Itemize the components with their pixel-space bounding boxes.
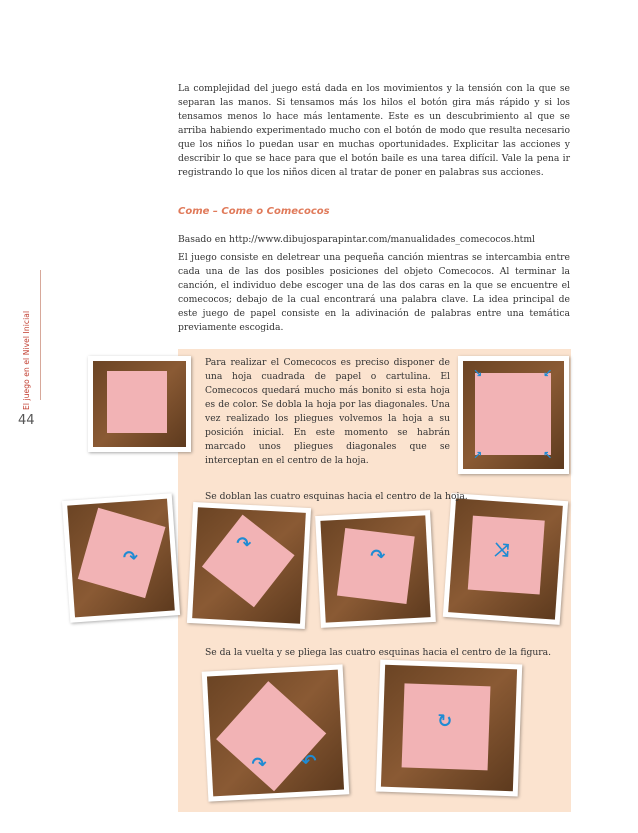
curved-arrow-icon: ↷ <box>369 545 386 568</box>
arrow-icon: ↘ <box>473 367 483 380</box>
curved-arrow-icon: ↻ <box>436 710 453 733</box>
photo-step-2 <box>187 502 311 629</box>
curved-arrow-icon: ↷ <box>235 533 252 556</box>
side-rule <box>40 270 41 400</box>
curved-arrow-icon: ↷ <box>122 546 139 569</box>
photo-step-4 <box>443 493 568 625</box>
curved-arrow-icon: ↶ <box>301 750 318 773</box>
photo-step-6 <box>376 660 523 797</box>
photo-step-5 <box>202 664 350 801</box>
curved-arrow-icon: ↷ <box>251 753 268 776</box>
arrow-icon: ↗ <box>473 449 483 462</box>
photo-step-3 <box>315 510 436 628</box>
arrow-icon: ↖ <box>543 449 553 462</box>
photo-flat-sheet <box>88 356 191 452</box>
running-section-label: El juego en el Nivel Inicial <box>22 310 31 410</box>
step-caption-1: Se doblan las cuatro esquinas hacia el centro de la hoja. <box>205 491 468 502</box>
step-caption-2: Se da la vuelta y se pliega las cuatro esquinas hacia el centro de la figura. <box>205 647 552 658</box>
section-title: Come – Come o Comecocos <box>178 206 330 217</box>
cross-arrows-icon: ⤨ <box>493 539 510 562</box>
source-reference: Basado en http://www.dibujosparapintar.com/manualidades_comecocos.html <box>178 234 535 245</box>
page-number: 44 <box>18 413 35 428</box>
folding-instructions: Para realizar el Comecocos es preciso disponer de una hoja cuadrada de papel o cartulina. El Comecocos quedará mucho más bonito si esta hoja es de color. Se dobla la hoja por las diagonales. Una vez realizado los pliegues volvemos la hoja a su posición inicial. En este momento se habrán marcado unos pliegues diagonales que se interceptan en el centro de la hoja. <box>205 357 450 466</box>
intro-paragraph: La complejidad del juego está dada en los movimientos y la tensión con la que se separan las manos. Si tensamos más los hilos el botón gira más rápido y si los tensamos menos lo hace más lentamente. Este es un descubrimiento al que se arriba habiendo experimentado mucho con el botón de modo que resulta necesario que los niños lo puedan usar en muchas oportunidades. Explicitar las acciones y describir lo que se hace para que el botón baile es una tarea difícil. Vale la pena ir registrando lo que los niños dicen al tratar de poner en palabras sus acciones. <box>178 83 570 178</box>
photo-diagonal-folds <box>458 356 569 474</box>
arrow-icon: ↙ <box>543 367 553 380</box>
game-description: El juego consiste en deletrear una pequeña canción mientras se intercambia entre cada una de las dos posibles posiciones del objeto Comecocos. Al terminar la canción, el individuo debe escoger una de las dos caras en la que se encuentre el comecocos; debajo de la cual encontrará una palabra clave. La idea principal de este juego de papel consiste en la adivinación de palabras entre una temática previamente escogida. <box>178 252 570 333</box>
photo-step-1 <box>62 493 180 622</box>
